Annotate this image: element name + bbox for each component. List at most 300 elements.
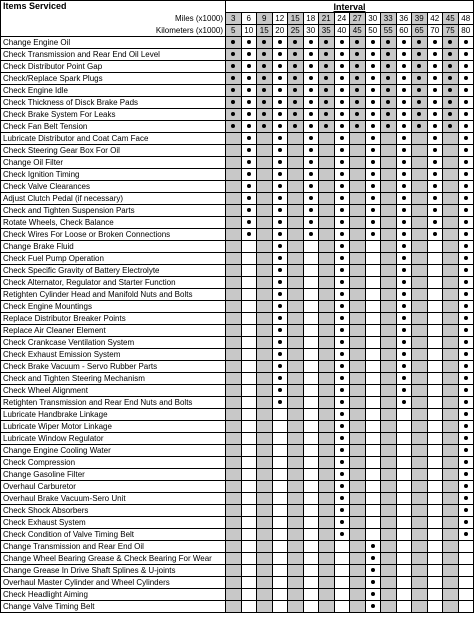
service-dot-icon xyxy=(340,424,344,428)
interval-cell xyxy=(288,277,304,289)
interval-cell xyxy=(350,565,366,577)
interval-cell xyxy=(381,349,397,361)
interval-cell xyxy=(350,409,366,421)
interval-cell xyxy=(272,217,288,229)
interval-cell xyxy=(319,445,335,457)
interval-cell xyxy=(288,121,304,133)
item-label: Replace Air Cleaner Element xyxy=(1,325,226,337)
interval-cell xyxy=(226,229,242,241)
interval-cell xyxy=(241,313,257,325)
interval-cell xyxy=(427,349,443,361)
service-dot-icon xyxy=(402,52,406,56)
service-dot-icon xyxy=(371,64,375,68)
interval-cell xyxy=(412,241,428,253)
interval-cell xyxy=(272,409,288,421)
service-dot-icon xyxy=(231,76,235,80)
service-dot-icon xyxy=(371,112,375,116)
interval-cell xyxy=(303,469,319,481)
interval-cell xyxy=(303,493,319,505)
interval-cell xyxy=(458,49,474,61)
service-dot-icon xyxy=(402,304,406,308)
interval-cell xyxy=(427,241,443,253)
interval-cell xyxy=(257,301,273,313)
interval-cell xyxy=(427,373,443,385)
interval-cell xyxy=(334,97,350,109)
item-label: Overhaul Brake Vacuum-Sero Unit xyxy=(1,493,226,505)
interval-cell xyxy=(241,361,257,373)
miles-value: 15 xyxy=(288,13,304,25)
interval-cell xyxy=(396,241,412,253)
interval-cell xyxy=(319,265,335,277)
interval-cell xyxy=(257,157,273,169)
interval-cell xyxy=(288,169,304,181)
service-dot-icon xyxy=(278,316,282,320)
interval-cell xyxy=(412,337,428,349)
interval-cell xyxy=(241,493,257,505)
interval-cell xyxy=(257,193,273,205)
interval-cell xyxy=(319,121,335,133)
interval-cell xyxy=(412,601,428,613)
interval-cell xyxy=(350,493,366,505)
service-dot-icon xyxy=(247,208,251,212)
interval-cell xyxy=(443,601,459,613)
service-dot-icon xyxy=(278,136,282,140)
interval-cell xyxy=(412,205,428,217)
table-row xyxy=(1,337,474,349)
interval-cell xyxy=(443,349,459,361)
interval-cell xyxy=(427,517,443,529)
service-dot-icon xyxy=(433,160,437,164)
interval-cell xyxy=(381,49,397,61)
interval-cell xyxy=(381,97,397,109)
service-dot-icon xyxy=(402,172,406,176)
interval-cell xyxy=(381,373,397,385)
service-dot-icon xyxy=(433,76,437,80)
interval-cell xyxy=(303,145,319,157)
interval-cell xyxy=(365,577,381,589)
interval-cell xyxy=(319,481,335,493)
interval-cell xyxy=(412,229,428,241)
interval-cell xyxy=(365,49,381,61)
interval-cell xyxy=(288,529,304,541)
service-dot-icon xyxy=(278,232,282,236)
interval-cell xyxy=(272,73,288,85)
interval-cell xyxy=(226,469,242,481)
interval-cell xyxy=(272,313,288,325)
interval-cell xyxy=(396,61,412,73)
interval-cell xyxy=(396,37,412,49)
interval-cell xyxy=(272,397,288,409)
interval-cell xyxy=(303,217,319,229)
interval-cell xyxy=(257,241,273,253)
interval-cell xyxy=(288,541,304,553)
service-dot-icon xyxy=(293,124,297,128)
interval-cell xyxy=(303,385,319,397)
item-label: Lubricate Window Regulator xyxy=(1,433,226,445)
interval-cell xyxy=(458,349,474,361)
table-row xyxy=(1,73,474,85)
service-dot-icon xyxy=(278,220,282,224)
interval-cell xyxy=(396,289,412,301)
interval-cell xyxy=(303,601,319,613)
table-row xyxy=(1,397,474,409)
interval-cell xyxy=(396,193,412,205)
item-label: Lubricate Distributor and Coat Cam Face xyxy=(1,133,226,145)
interval-cell xyxy=(427,601,443,613)
service-dot-icon xyxy=(464,220,468,224)
interval-cell xyxy=(350,553,366,565)
interval-cell xyxy=(350,193,366,205)
interval-cell xyxy=(303,133,319,145)
interval-cell xyxy=(350,241,366,253)
service-dot-icon xyxy=(324,52,328,56)
interval-cell xyxy=(350,469,366,481)
interval-cell xyxy=(288,109,304,121)
interval-cell xyxy=(319,577,335,589)
item-label: Check Wheel Alignment xyxy=(1,385,226,397)
service-dot-icon xyxy=(464,388,468,392)
interval-cell xyxy=(412,61,428,73)
interval-cell xyxy=(427,289,443,301)
interval-cell xyxy=(350,541,366,553)
interval-cell xyxy=(396,433,412,445)
interval-cell xyxy=(303,325,319,337)
interval-cell xyxy=(350,37,366,49)
service-dot-icon xyxy=(417,64,421,68)
table-row xyxy=(1,553,474,565)
interval-cell xyxy=(381,493,397,505)
service-dot-icon xyxy=(340,64,344,68)
interval-cell xyxy=(350,529,366,541)
interval-cell xyxy=(381,85,397,97)
service-dot-icon xyxy=(371,88,375,92)
interval-cell xyxy=(226,445,242,457)
interval-cell xyxy=(257,145,273,157)
table-row xyxy=(1,193,474,205)
interval-cell xyxy=(381,565,397,577)
interval-cell xyxy=(427,145,443,157)
interval-cell xyxy=(257,481,273,493)
interval-cell xyxy=(241,349,257,361)
interval-cell xyxy=(319,145,335,157)
kilometers-value: 60 xyxy=(396,25,412,37)
service-dot-icon xyxy=(340,328,344,332)
interval-cell xyxy=(257,349,273,361)
interval-cell xyxy=(241,61,257,73)
item-label: Check Compression xyxy=(1,457,226,469)
interval-cell xyxy=(443,529,459,541)
service-dot-icon xyxy=(247,220,251,224)
interval-cell xyxy=(365,157,381,169)
interval-cell xyxy=(458,157,474,169)
service-dot-icon xyxy=(386,40,390,44)
interval-cell xyxy=(334,529,350,541)
interval-cell xyxy=(458,517,474,529)
table-row xyxy=(1,325,474,337)
interval-cell xyxy=(412,349,428,361)
interval-cell xyxy=(350,229,366,241)
item-label: Overhaul Master Cylinder and Wheel Cylinders xyxy=(1,577,226,589)
interval-cell xyxy=(257,109,273,121)
interval-cell xyxy=(257,553,273,565)
interval-cell xyxy=(365,589,381,601)
service-dot-icon xyxy=(417,124,421,128)
interval-cell xyxy=(226,169,242,181)
interval-cell xyxy=(396,373,412,385)
interval-cell xyxy=(288,577,304,589)
interval-cell xyxy=(427,469,443,481)
interval-cell xyxy=(381,289,397,301)
service-dot-icon xyxy=(278,52,282,56)
item-label: Rotate Wheels, Check Balance xyxy=(1,217,226,229)
service-dot-icon xyxy=(402,148,406,152)
interval-cell xyxy=(257,589,273,601)
interval-cell xyxy=(458,529,474,541)
interval-cell xyxy=(226,73,242,85)
interval-cell xyxy=(303,349,319,361)
interval-cell xyxy=(427,409,443,421)
service-dot-icon xyxy=(417,100,421,104)
interval-cell xyxy=(412,145,428,157)
miles-value: 36 xyxy=(396,13,412,25)
interval-cell xyxy=(458,145,474,157)
interval-cell xyxy=(226,457,242,469)
service-dot-icon xyxy=(355,76,359,80)
interval-cell xyxy=(427,253,443,265)
service-dot-icon xyxy=(386,52,390,56)
service-dot-icon xyxy=(371,604,375,608)
interval-cell xyxy=(396,361,412,373)
interval-cell xyxy=(319,49,335,61)
interval-cell xyxy=(241,589,257,601)
interval-cell xyxy=(412,37,428,49)
interval-cell xyxy=(319,133,335,145)
interval-cell xyxy=(241,301,257,313)
service-dot-icon xyxy=(293,64,297,68)
interval-cell xyxy=(288,229,304,241)
service-dot-icon xyxy=(231,100,235,104)
interval-cell xyxy=(303,49,319,61)
interval-cell xyxy=(350,97,366,109)
service-dot-icon xyxy=(231,64,235,68)
service-dot-icon xyxy=(247,76,251,80)
interval-cell xyxy=(365,457,381,469)
service-dot-icon xyxy=(278,76,282,80)
interval-cell xyxy=(365,481,381,493)
interval-cell xyxy=(241,169,257,181)
interval-cell xyxy=(412,517,428,529)
interval-cell xyxy=(319,217,335,229)
interval-cell xyxy=(458,253,474,265)
service-dot-icon xyxy=(262,100,266,104)
interval-cell xyxy=(458,61,474,73)
table-row xyxy=(1,121,474,133)
interval-cell xyxy=(288,349,304,361)
interval-cell xyxy=(257,385,273,397)
interval-cell xyxy=(427,169,443,181)
table-row xyxy=(1,49,474,61)
interval-cell xyxy=(458,205,474,217)
service-dot-icon xyxy=(464,508,468,512)
interval-cell xyxy=(272,445,288,457)
service-dot-icon xyxy=(340,244,344,248)
interval-cell xyxy=(334,121,350,133)
interval-cell xyxy=(381,193,397,205)
interval-cell xyxy=(303,193,319,205)
interval-cell xyxy=(257,421,273,433)
interval-cell xyxy=(226,553,242,565)
interval-cell xyxy=(458,121,474,133)
interval-cell xyxy=(443,457,459,469)
service-dot-icon xyxy=(386,100,390,104)
interval-cell xyxy=(272,97,288,109)
interval-cell xyxy=(365,349,381,361)
service-dot-icon xyxy=(340,304,344,308)
interval-cell xyxy=(334,553,350,565)
interval-cell xyxy=(443,133,459,145)
interval-cell xyxy=(427,397,443,409)
item-label: Change Engine Oil xyxy=(1,37,226,49)
service-dot-icon xyxy=(278,148,282,152)
interval-cell xyxy=(396,73,412,85)
interval-cell xyxy=(381,517,397,529)
interval-cell xyxy=(319,289,335,301)
interval-cell xyxy=(319,433,335,445)
kilometers-value: 70 xyxy=(427,25,443,37)
interval-cell xyxy=(396,349,412,361)
item-label: Change Brake Fluid xyxy=(1,241,226,253)
service-dot-icon xyxy=(464,52,468,56)
interval-cell xyxy=(226,373,242,385)
service-dot-icon xyxy=(340,52,344,56)
interval-cell xyxy=(334,361,350,373)
interval-cell xyxy=(412,409,428,421)
interval-cell xyxy=(350,73,366,85)
interval-cell xyxy=(443,73,459,85)
interval-cell xyxy=(412,397,428,409)
interval-cell xyxy=(334,385,350,397)
service-dot-icon xyxy=(340,280,344,284)
service-dot-icon xyxy=(371,184,375,188)
item-label: Check Valve Clearances xyxy=(1,181,226,193)
interval-cell xyxy=(381,481,397,493)
interval-cell xyxy=(381,529,397,541)
interval-cell xyxy=(334,445,350,457)
interval-cell xyxy=(427,121,443,133)
interval-cell xyxy=(427,133,443,145)
interval-cell xyxy=(334,397,350,409)
interval-cell xyxy=(396,157,412,169)
kilometers-value: 25 xyxy=(288,25,304,37)
interval-cell xyxy=(381,457,397,469)
interval-cell xyxy=(350,385,366,397)
interval-cell xyxy=(381,385,397,397)
interval-cell xyxy=(458,433,474,445)
service-dot-icon xyxy=(448,76,452,80)
service-dot-icon xyxy=(417,112,421,116)
interval-cell xyxy=(272,337,288,349)
interval-cell xyxy=(350,421,366,433)
interval-cell xyxy=(443,205,459,217)
service-dot-icon xyxy=(340,484,344,488)
interval-cell xyxy=(365,301,381,313)
service-dot-icon xyxy=(278,268,282,272)
service-dot-icon xyxy=(340,196,344,200)
interval-cell xyxy=(303,565,319,577)
interval-cell xyxy=(257,313,273,325)
interval-cell xyxy=(257,577,273,589)
interval-cell xyxy=(303,253,319,265)
table-row xyxy=(1,361,474,373)
interval-cell xyxy=(334,337,350,349)
interval-cell xyxy=(350,445,366,457)
service-dot-icon xyxy=(417,40,421,44)
kilometers-value: 45 xyxy=(350,25,366,37)
service-dot-icon xyxy=(247,100,251,104)
service-dot-icon xyxy=(247,172,251,176)
interval-cell xyxy=(288,493,304,505)
interval-cell xyxy=(288,85,304,97)
interval-cell xyxy=(427,265,443,277)
interval-cell xyxy=(412,121,428,133)
interval-cell xyxy=(303,457,319,469)
table-row xyxy=(1,589,474,601)
interval-cell xyxy=(272,457,288,469)
interval-cell xyxy=(365,433,381,445)
interval-cell xyxy=(303,409,319,421)
interval-cell xyxy=(365,601,381,613)
interval-cell xyxy=(365,241,381,253)
interval-cell xyxy=(257,505,273,517)
interval-cell xyxy=(365,313,381,325)
interval-cell xyxy=(319,181,335,193)
service-dot-icon xyxy=(340,364,344,368)
interval-cell xyxy=(288,457,304,469)
interval-cell xyxy=(381,109,397,121)
interval-cell xyxy=(365,193,381,205)
interval-cell xyxy=(272,109,288,121)
interval-cell xyxy=(303,589,319,601)
service-dot-icon xyxy=(324,124,328,128)
service-dot-icon xyxy=(340,88,344,92)
interval-cell xyxy=(241,289,257,301)
service-dot-icon xyxy=(340,124,344,128)
service-dot-icon xyxy=(402,328,406,332)
service-dot-icon xyxy=(340,340,344,344)
service-dot-icon xyxy=(402,160,406,164)
interval-cell xyxy=(303,373,319,385)
interval-cell xyxy=(226,61,242,73)
table-row xyxy=(1,421,474,433)
interval-cell xyxy=(412,289,428,301)
service-dot-icon xyxy=(371,544,375,548)
interval-cell xyxy=(458,397,474,409)
interval-cell xyxy=(458,37,474,49)
service-dot-icon xyxy=(371,208,375,212)
service-dot-icon xyxy=(371,568,375,572)
service-dot-icon xyxy=(464,184,468,188)
service-dot-icon xyxy=(278,172,282,176)
interval-cell xyxy=(257,229,273,241)
interval-cell xyxy=(303,313,319,325)
interval-cell xyxy=(381,265,397,277)
table-row xyxy=(1,37,474,49)
service-dot-icon xyxy=(340,520,344,524)
interval-cell xyxy=(443,481,459,493)
service-dot-icon xyxy=(402,232,406,236)
service-dot-icon xyxy=(309,76,313,80)
interval-cell xyxy=(241,205,257,217)
